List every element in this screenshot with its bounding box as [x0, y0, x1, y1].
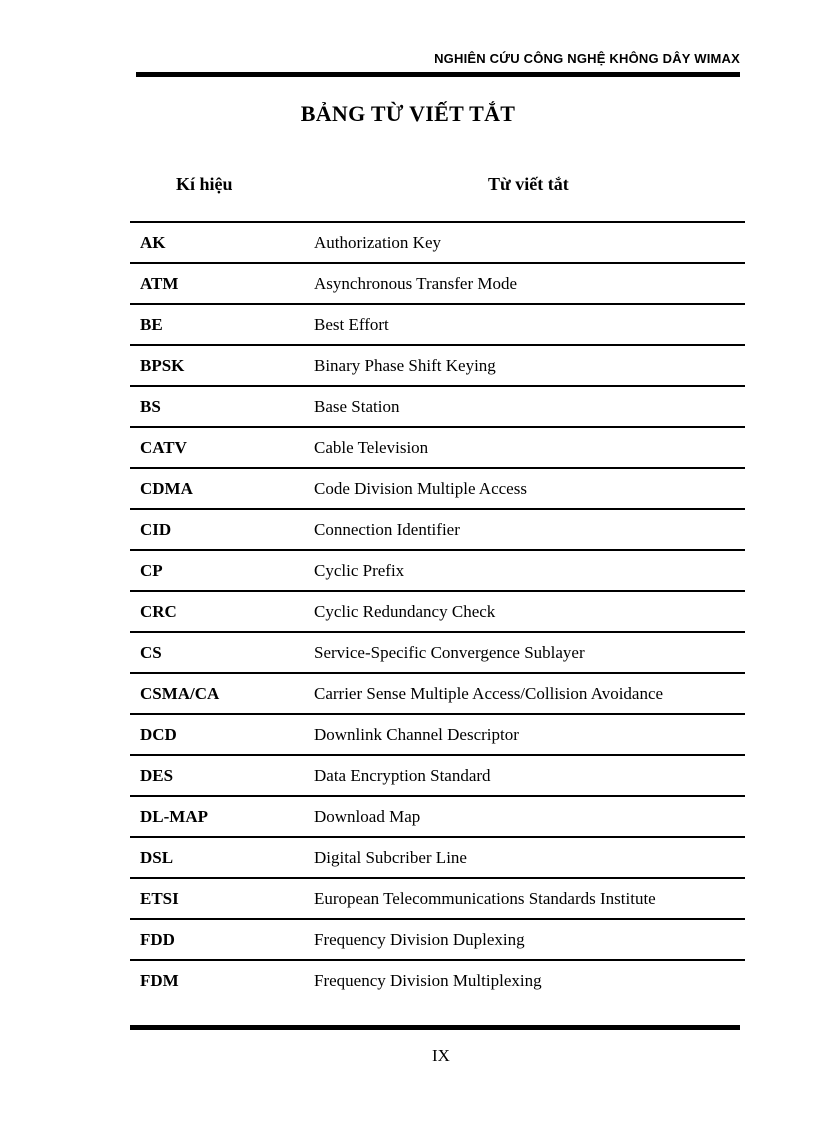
- definition-cell: Frequency Division Multiplexing: [314, 970, 542, 990]
- definition-cell: Downlink Channel Descriptor: [314, 724, 519, 744]
- abbreviation-cell: DCD: [140, 724, 177, 744]
- header-rule: [136, 72, 740, 77]
- abbreviation-cell: BE: [140, 314, 163, 334]
- table-row: [130, 551, 745, 592]
- definition-cell: European Telecommunications Standards Institute: [314, 888, 656, 908]
- definition-cell: Base Station: [314, 396, 400, 416]
- table-row: [130, 387, 745, 428]
- table-row: [130, 797, 745, 838]
- definition-cell: Cyclic Prefix: [314, 560, 405, 580]
- page-number: IX: [432, 1046, 450, 1065]
- abbreviation-cell: FDM: [140, 970, 179, 990]
- table-row: [130, 674, 745, 715]
- definition-cell: Asynchronous Transfer Mode: [314, 273, 518, 293]
- column-header-meaning: Từ viết tắt: [488, 174, 569, 194]
- abbreviation-cell: CSMA/CA: [140, 683, 220, 703]
- table-row: [130, 961, 745, 1000]
- abbreviation-cell: DES: [140, 765, 174, 785]
- abbreviation-cell: CP: [140, 560, 163, 580]
- abbreviation-cell: CS: [140, 642, 162, 662]
- definition-cell: Cable Television: [314, 437, 429, 457]
- abbreviation-cell: ETSI: [140, 888, 179, 908]
- definition-cell: Digital Subcriber Line: [314, 847, 467, 867]
- definition-cell: Cyclic Redundancy Check: [314, 601, 496, 621]
- abbreviation-table: [130, 221, 745, 1000]
- abbreviation-cell: CID: [140, 519, 172, 539]
- table-row: [130, 715, 745, 756]
- column-header-symbol: Kí hiệu: [176, 174, 233, 194]
- abbreviation-cell: DL-MAP: [140, 806, 208, 826]
- definition-cell: Data Encryption Standard: [314, 765, 491, 785]
- footer-rule: [130, 1025, 740, 1030]
- table-row: [130, 305, 745, 346]
- table-row: [130, 223, 745, 264]
- page-title: BẢNG TỪ VIẾT TẮT: [300, 101, 516, 126]
- table-row: [130, 838, 745, 879]
- table-row: [130, 469, 745, 510]
- definition-cell: Best Effort: [314, 314, 389, 334]
- definition-cell: Authorization Key: [314, 232, 441, 252]
- definition-cell: Download Map: [314, 806, 421, 826]
- definition-cell: Binary Phase Shift Keying: [314, 355, 496, 375]
- definition-cell: Connection Identifier: [314, 519, 460, 539]
- definition-cell: Code Division Multiple Access: [314, 478, 527, 498]
- table-row: [130, 592, 745, 633]
- table-row: [130, 428, 745, 469]
- abbreviation-cell: CATV: [140, 437, 187, 457]
- abbreviation-cell: CRC: [140, 601, 177, 621]
- definition-cell: Frequency Division Duplexing: [314, 929, 525, 949]
- table-row: [130, 756, 745, 797]
- abbreviation-cell: BS: [140, 396, 161, 416]
- abbreviation-cell: CDMA: [140, 478, 193, 498]
- abbreviation-cell: AK: [140, 232, 166, 252]
- table-row: [130, 879, 745, 920]
- table-row: [130, 264, 745, 305]
- abbreviation-cell: FDD: [140, 929, 175, 949]
- table-row: [130, 633, 745, 674]
- definition-cell: Service-Specific Convergence Sublayer: [314, 642, 585, 662]
- abbreviation-cell: BPSK: [140, 355, 185, 375]
- abbreviation-cell: ATM: [140, 273, 179, 293]
- abbreviation-cell: DSL: [140, 847, 174, 867]
- table-row: [130, 920, 745, 961]
- running-header: NGHIÊN CỨU CÔNG NGHỆ KHÔNG DÂY WIMAX: [434, 51, 740, 66]
- table-row: [130, 510, 745, 551]
- definition-cell: Carrier Sense Multiple Access/Collision Avoidance: [314, 683, 664, 703]
- table-row: [130, 346, 745, 387]
